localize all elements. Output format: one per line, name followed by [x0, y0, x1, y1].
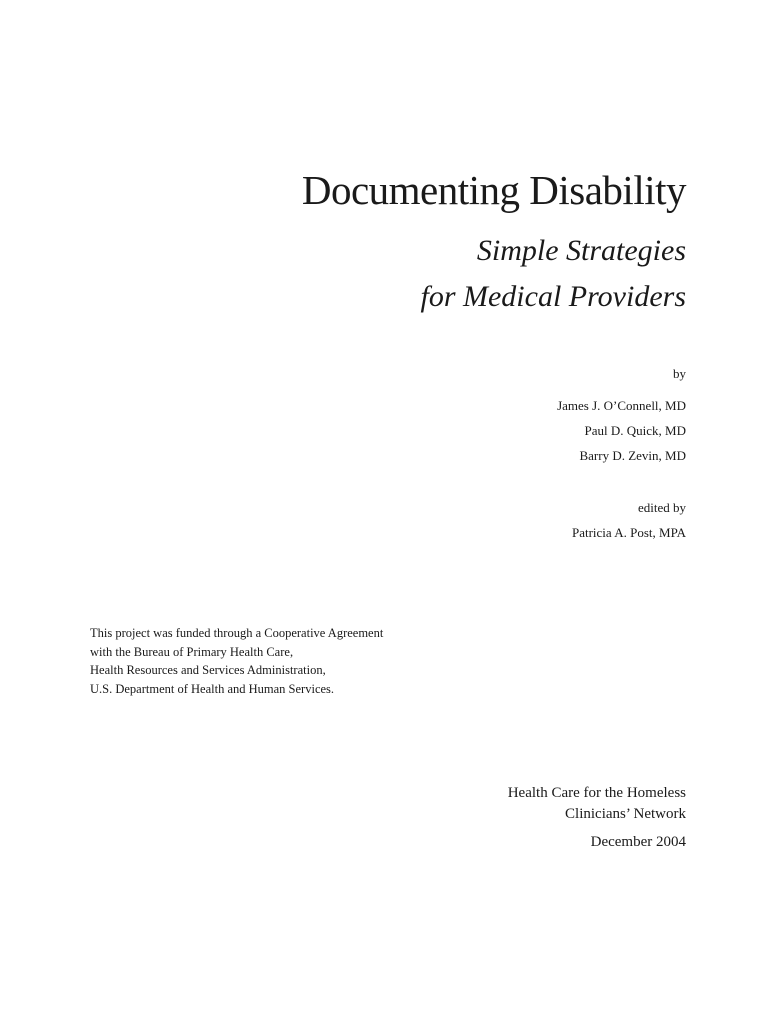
- author-list: [557, 393, 686, 468]
- publisher-line: Clinicians’ Network: [565, 806, 686, 822]
- edited-by-label: edited by: [637, 500, 686, 515]
- by-label: by: [673, 366, 686, 381]
- subtitle-line: Simple Strategies: [476, 234, 686, 267]
- editor-name: Patricia A. Post, MPA: [571, 525, 686, 540]
- funding-line: Health Resources and Services Administration,: [90, 663, 326, 677]
- funding-line: U.S. Department of Health and Human Services.: [90, 681, 335, 696]
- author-name: Paul D. Quick, MD: [584, 423, 686, 438]
- document-subtitle: [420, 228, 686, 320]
- funding-statement: [90, 624, 383, 698]
- author-name: Barry D. Zevin, MD: [579, 448, 686, 463]
- publisher-line: Health Care for the Homeless: [507, 785, 686, 801]
- author-name: James J. O’Connell, MD: [557, 398, 686, 413]
- funding-line: This project was funded through a Cooperative Agreement: [90, 626, 384, 640]
- document-title: Documenting Disability: [301, 167, 686, 213]
- subtitle-line: for Medical Providers: [420, 280, 686, 313]
- publication-date: December 2004: [590, 834, 686, 850]
- publisher: [508, 783, 686, 825]
- funding-line: with the Bureau of Primary Health Care,: [90, 644, 294, 659]
